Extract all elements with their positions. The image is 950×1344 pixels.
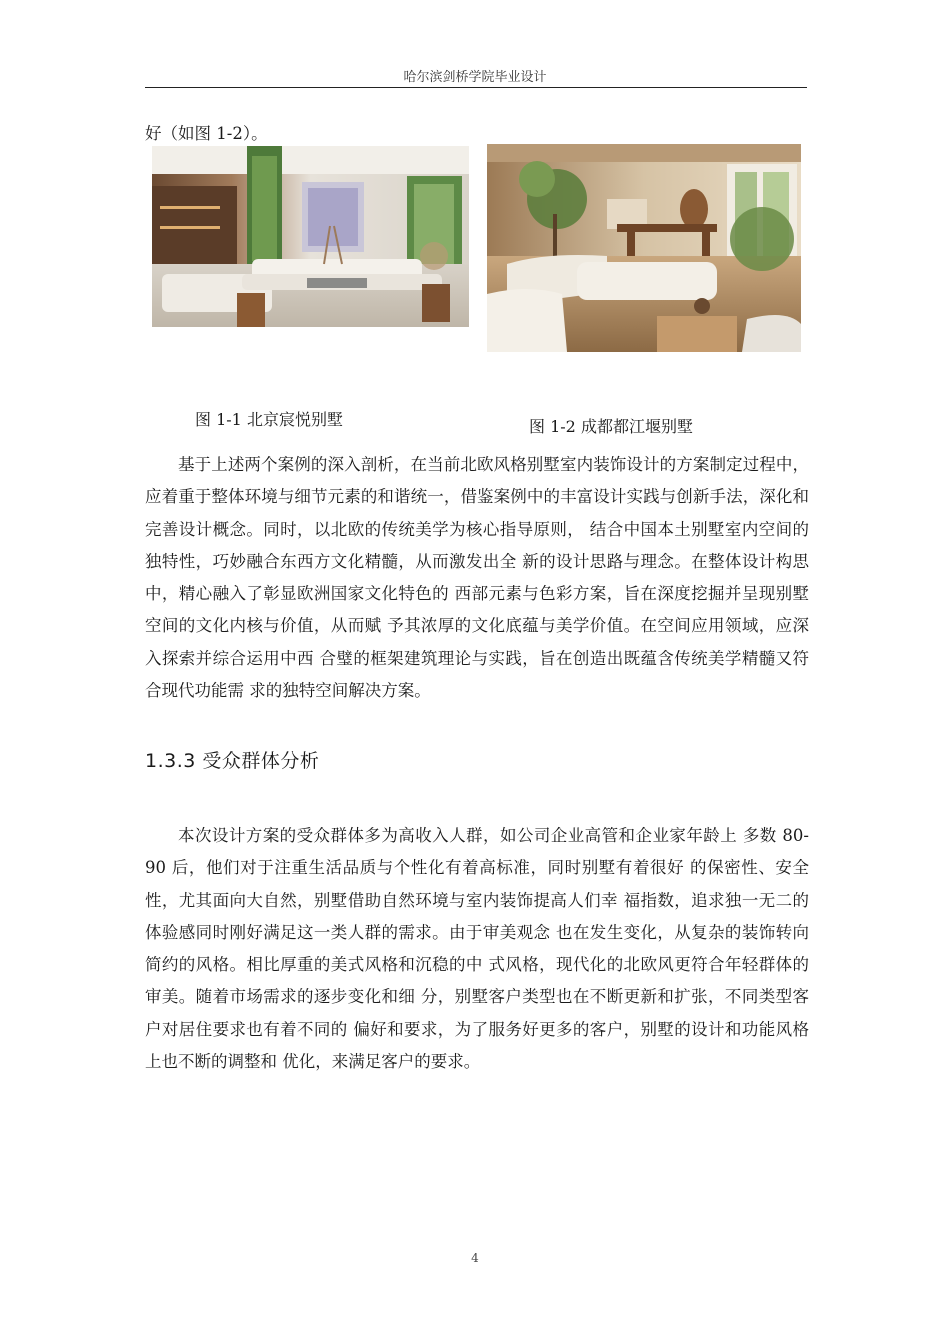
section-heading bbox=[145, 746, 319, 773]
body-paragraph-2: 本次设计方案的受众群体多为高收入人群，如公司企业高管和企业家年龄上 多数 80-90 后，他们对于注重生活品质与个性化有着高标准，同时别墅有着很好 的保密性、安全性，尤其面向大自然，别墅借助自然环境与室内装饰提高人们幸 福指数，追求独一无二的体验感同时刚好满足这一类人群的需求。由于审美观念 也在发生变化，从复杂的装饰转向简约的风格。相比厚重的美式风格和沉稳的中 式风格，现代化的北欧风更符合年轻群体的审美。随着市场需求的逐步变化和细 分，别墅客户类型也在不断更新和扩张，不同类型客户对居住要求也有着不同的 偏好和要求，为了服务好更多的客户，别墅的设计和功能风格上也不断的调整和 优化，来满足客户的要求。 bbox=[145, 826, 809, 1072]
figure-1-2-image bbox=[487, 144, 801, 352]
section-number: 1.3.3 bbox=[145, 750, 196, 772]
body-paragraph-1: 基于上述两个案例的深入剖析，在当前北欧风格别墅室内装饰设计的方案制定过程中，应着重于整体环境与细节元素的和谐统一，借鉴案例中的丰富设计实践与创新手法，深化和完善设计概念。同时，以北欧的传统美学为核心指导原则， 结合中国本土别墅室内空间的独特性，巧妙融合东西方文化精髓，从而激发出全 新的设计思路与理念。在整体设计构思中，精心融入了彰显欧洲国家文化特色的 西部元素与色彩方案，旨在深度挖掘并呈现别墅空间的文化内核与价值，从而赋 予其浓厚的文化底蕴与美学价值。在空间应用领域，应深入探索并综合运用中西 合璧的框架建筑理论与实践，旨在创造出既蕴含传统美学精髓又符合现代功能需 求的独特空间解决方案。 bbox=[145, 455, 809, 701]
figure-1-1-image bbox=[152, 146, 469, 327]
lead-line: 好（如图 1-2）。 bbox=[145, 124, 268, 143]
header-title: 哈尔滨剑桥学院毕业设计 bbox=[403, 70, 547, 85]
header-rule bbox=[145, 87, 807, 88]
figure-1-2-caption: 图 1-2 成都都江堰别墅 bbox=[529, 417, 693, 436]
section-title: 受众群体分析 bbox=[202, 750, 320, 772]
page-number: 4 bbox=[471, 1251, 479, 1265]
figure-1-1-caption: 图 1-1 北京宸悦别墅 bbox=[195, 410, 343, 429]
